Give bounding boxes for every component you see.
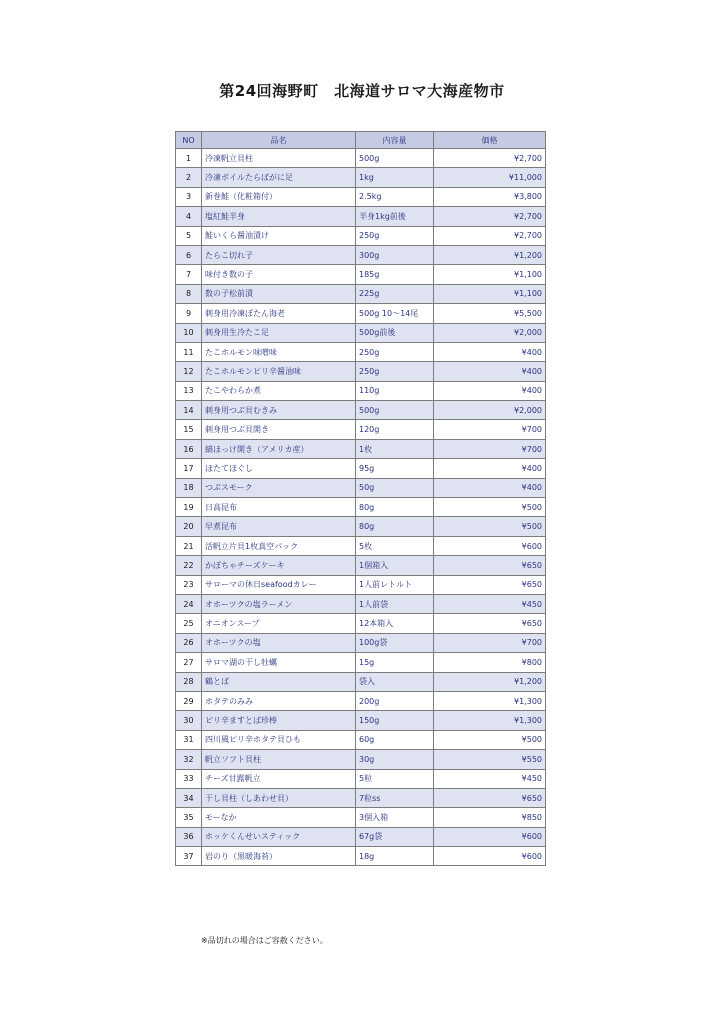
row-no: 13 <box>176 381 202 400</box>
row-no: 12 <box>176 362 202 381</box>
row-name: 数の子松前漬 <box>202 284 356 303</box>
row-price: ¥700 <box>434 633 546 652</box>
table-row <box>176 808 546 827</box>
row-name: ホタテのみみ <box>202 691 356 710</box>
row-qty: 95g <box>356 459 434 478</box>
row-name: オホーツクの塩ラーメン <box>202 594 356 613</box>
header-price: 価格 <box>434 132 546 149</box>
row-no: 6 <box>176 245 202 264</box>
table-row <box>176 750 546 769</box>
row-price: ¥650 <box>434 788 546 807</box>
row-price: ¥2,700 <box>434 207 546 226</box>
row-price: ¥1,100 <box>434 284 546 303</box>
row-price: ¥600 <box>434 827 546 846</box>
row-no: 18 <box>176 478 202 497</box>
table-row <box>176 478 546 497</box>
product-table <box>175 131 546 866</box>
row-price: ¥500 <box>434 517 546 536</box>
row-price: ¥400 <box>434 381 546 400</box>
table-row <box>176 459 546 478</box>
row-price: ¥650 <box>434 575 546 594</box>
table-row <box>176 207 546 226</box>
row-price: ¥550 <box>434 750 546 769</box>
row-no: 30 <box>176 711 202 730</box>
row-no: 26 <box>176 633 202 652</box>
table-row <box>176 517 546 536</box>
row-no: 34 <box>176 788 202 807</box>
row-no: 21 <box>176 536 202 555</box>
table-row <box>176 614 546 633</box>
row-no: 29 <box>176 691 202 710</box>
row-qty: 110g <box>356 381 434 400</box>
row-no: 33 <box>176 769 202 788</box>
row-qty: 3個入箱 <box>356 808 434 827</box>
row-no: 25 <box>176 614 202 633</box>
table-row <box>176 711 546 730</box>
row-price: ¥2,000 <box>434 401 546 420</box>
row-price: ¥400 <box>434 478 546 497</box>
table-header-row <box>176 132 546 149</box>
row-qty: 67g袋 <box>356 827 434 846</box>
row-qty: 100g袋 <box>356 633 434 652</box>
table-row <box>176 420 546 439</box>
row-no: 4 <box>176 207 202 226</box>
table-row <box>176 730 546 749</box>
table-row <box>176 536 546 555</box>
table-row <box>176 691 546 710</box>
row-qty: 1人前レトルト <box>356 575 434 594</box>
row-qty: 7粒ss <box>356 788 434 807</box>
table-row <box>176 594 546 613</box>
row-no: 24 <box>176 594 202 613</box>
row-price: ¥450 <box>434 769 546 788</box>
row-qty: 80g <box>356 498 434 517</box>
row-price: ¥450 <box>434 594 546 613</box>
row-no: 35 <box>176 808 202 827</box>
row-price: ¥400 <box>434 342 546 361</box>
row-name: 冷凍ボイルたらばがに足 <box>202 168 356 187</box>
row-price: ¥400 <box>434 459 546 478</box>
row-no: 16 <box>176 439 202 458</box>
row-price: ¥850 <box>434 808 546 827</box>
row-no: 19 <box>176 498 202 517</box>
row-price: ¥1,200 <box>434 245 546 264</box>
row-name: モーなか <box>202 808 356 827</box>
row-name: ホッケくんせいスティック <box>202 827 356 846</box>
page-title: 第24回海野町 北海道サロマ大海産物市 <box>219 82 505 100</box>
row-qty: 185g <box>356 265 434 284</box>
row-qty: 500g前後 <box>356 323 434 342</box>
table-row <box>176 284 546 303</box>
row-no: 10 <box>176 323 202 342</box>
row-name: 岩のり（黒暖海苔） <box>202 847 356 866</box>
row-name: 帆立ソフト貝柱 <box>202 750 356 769</box>
row-no: 37 <box>176 847 202 866</box>
row-qty: 1kg <box>356 168 434 187</box>
header-name: 品名 <box>202 132 356 149</box>
table-row <box>176 304 546 323</box>
row-qty: 5粒 <box>356 769 434 788</box>
row-qty: 1個箱入 <box>356 556 434 575</box>
row-name: 日高昆布 <box>202 498 356 517</box>
row-name: チーズ甘露帆立 <box>202 769 356 788</box>
row-price: ¥2,700 <box>434 226 546 245</box>
row-price: ¥800 <box>434 653 546 672</box>
table-row <box>176 323 546 342</box>
row-name: かぼちゃチーズケーキ <box>202 556 356 575</box>
row-name: 四川風ピリ辛ホタテ貝ひも <box>202 730 356 749</box>
row-qty: 225g <box>356 284 434 303</box>
row-qty: 5枚 <box>356 536 434 555</box>
table-row <box>176 847 546 866</box>
table-row <box>176 362 546 381</box>
table-row <box>176 149 546 168</box>
table-body <box>176 149 546 866</box>
table-row <box>176 381 546 400</box>
table-row <box>176 187 546 206</box>
row-name: ほたてほぐし <box>202 459 356 478</box>
row-price: ¥500 <box>434 498 546 517</box>
row-name: 早煮昆布 <box>202 517 356 536</box>
row-name: 新巻鮭（化粧箱付） <box>202 187 356 206</box>
row-no: 3 <box>176 187 202 206</box>
row-name: 鶴とば <box>202 672 356 691</box>
row-price: ¥1,300 <box>434 691 546 710</box>
table-row <box>176 633 546 652</box>
header-no: NO <box>176 132 202 149</box>
row-qty: 250g <box>356 342 434 361</box>
row-price: ¥650 <box>434 614 546 633</box>
row-name: たらこ切れ子 <box>202 245 356 264</box>
table-row <box>176 769 546 788</box>
table-row <box>176 168 546 187</box>
row-name: 鮭いくら醤油漬け <box>202 226 356 245</box>
table-row <box>176 672 546 691</box>
row-price: ¥5,500 <box>434 304 546 323</box>
row-no: 15 <box>176 420 202 439</box>
row-price: ¥1,100 <box>434 265 546 284</box>
row-name: 味付き数の子 <box>202 265 356 284</box>
row-name: サローマの休日seafoodカレー <box>202 575 356 594</box>
row-no: 28 <box>176 672 202 691</box>
row-name: 刺身用つぶ貝むきみ <box>202 401 356 420</box>
row-qty: 12本箱入 <box>356 614 434 633</box>
row-no: 2 <box>176 168 202 187</box>
row-qty: 250g <box>356 362 434 381</box>
table-row <box>176 498 546 517</box>
table-row <box>176 245 546 264</box>
row-name: たこやわらか煮 <box>202 381 356 400</box>
row-name: 冷凍帆立貝柱 <box>202 149 356 168</box>
row-price: ¥2,000 <box>434 323 546 342</box>
row-qty: 2.5kg <box>356 187 434 206</box>
row-qty: 1人前袋 <box>356 594 434 613</box>
table-row <box>176 401 546 420</box>
table-row <box>176 439 546 458</box>
row-price: ¥650 <box>434 556 546 575</box>
row-price: ¥700 <box>434 439 546 458</box>
table-row <box>176 788 546 807</box>
row-name: たこホルモンピリ辛醤油味 <box>202 362 356 381</box>
row-no: 11 <box>176 342 202 361</box>
row-price: ¥600 <box>434 847 546 866</box>
row-qty: 1枚 <box>356 439 434 458</box>
row-qty: 120g <box>356 420 434 439</box>
row-no: 27 <box>176 653 202 672</box>
row-name: 刺身用つぶ貝開き <box>202 420 356 439</box>
row-no: 9 <box>176 304 202 323</box>
table-row <box>176 827 546 846</box>
row-price: ¥11,000 <box>434 168 546 187</box>
row-name: つぶスモーク <box>202 478 356 497</box>
row-name: 刺身用冷凍ぼたん海老 <box>202 304 356 323</box>
row-price: ¥1,300 <box>434 711 546 730</box>
row-no: 36 <box>176 827 202 846</box>
row-no: 31 <box>176 730 202 749</box>
row-no: 5 <box>176 226 202 245</box>
row-name: オホーツクの塩 <box>202 633 356 652</box>
row-name: 活帆立片貝1枚真空パック <box>202 536 356 555</box>
row-qty: 150g <box>356 711 434 730</box>
row-no: 8 <box>176 284 202 303</box>
table-row <box>176 226 546 245</box>
row-qty: 袋入 <box>356 672 434 691</box>
table-row <box>176 575 546 594</box>
row-price: ¥500 <box>434 730 546 749</box>
row-name: 刺身用生冷たこ足 <box>202 323 356 342</box>
row-name: ピリ辛ますとば珍棒 <box>202 711 356 730</box>
row-qty: 500g <box>356 401 434 420</box>
row-no: 1 <box>176 149 202 168</box>
row-no: 17 <box>176 459 202 478</box>
row-qty: 80g <box>356 517 434 536</box>
row-qty: 200g <box>356 691 434 710</box>
row-no: 23 <box>176 575 202 594</box>
row-no: 22 <box>176 556 202 575</box>
table-row <box>176 265 546 284</box>
stock-note: ※品切れの場合はご容赦ください。 <box>201 936 328 945</box>
row-no: 20 <box>176 517 202 536</box>
row-no: 14 <box>176 401 202 420</box>
row-qty: 60g <box>356 730 434 749</box>
row-price: ¥600 <box>434 536 546 555</box>
row-qty: 50g <box>356 478 434 497</box>
row-name: 縞ほっけ開き（アメリカ産） <box>202 439 356 458</box>
row-qty: 250g <box>356 226 434 245</box>
row-price: ¥1,200 <box>434 672 546 691</box>
row-price: ¥2,700 <box>434 149 546 168</box>
row-qty: 500g 10〜14尾 <box>356 304 434 323</box>
table-row <box>176 556 546 575</box>
row-qty: 300g <box>356 245 434 264</box>
row-name: 塩紅鮭半身 <box>202 207 356 226</box>
row-qty: 半身1kg前後 <box>356 207 434 226</box>
row-qty: 15g <box>356 653 434 672</box>
table-row <box>176 653 546 672</box>
row-price: ¥400 <box>434 362 546 381</box>
row-qty: 18g <box>356 847 434 866</box>
row-no: 32 <box>176 750 202 769</box>
row-no: 7 <box>176 265 202 284</box>
row-name: 干し貝柱（しあわせ貝） <box>202 788 356 807</box>
table-row <box>176 342 546 361</box>
row-qty: 30g <box>356 750 434 769</box>
row-name: サロマ湖の干し牡蠣 <box>202 653 356 672</box>
row-name: たこホルモン味噌味 <box>202 342 356 361</box>
row-price: ¥700 <box>434 420 546 439</box>
row-name: オニオンスープ <box>202 614 356 633</box>
row-qty: 500g <box>356 149 434 168</box>
row-price: ¥3,800 <box>434 187 546 206</box>
header-qty: 内容量 <box>356 132 434 149</box>
